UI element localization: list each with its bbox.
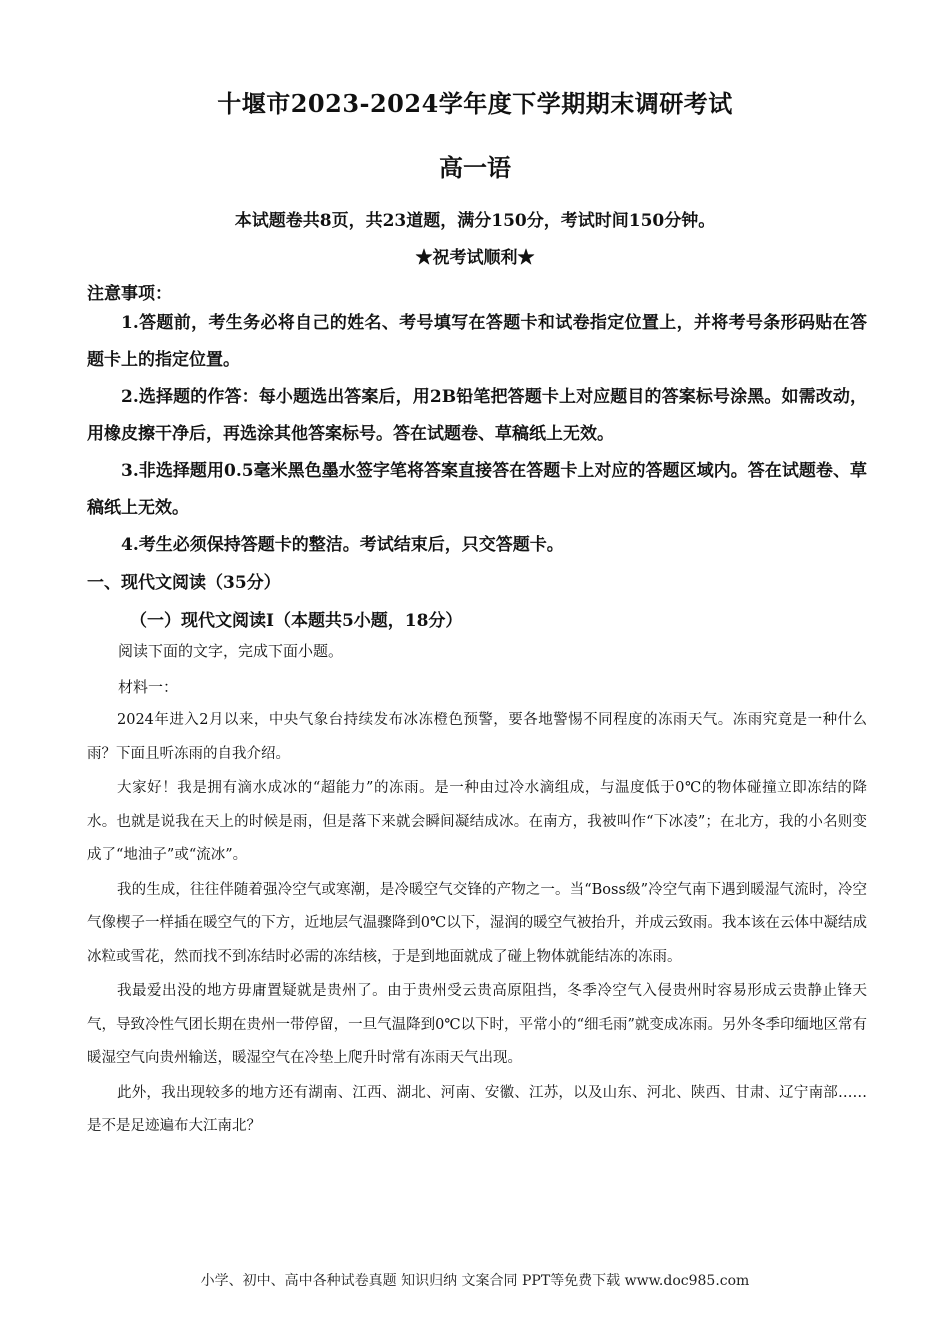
passage-paragraph: 我的生成，往往伴随着强冷空气或寒潮，是冷暖空气交锋的产物之一。当“Boss级”冷空气南下遇到暖湿气流时，冷空气像楔子一样插在暖空气的下方，近地层气温骤降到0℃以下，湿润的暖空气被抬升，并成云致雨。我本该在云体中凝结成冰粒或雪花，然而找不到冻结时必需的冻结核，于是到地面就成了碰上物体就能结冻的冻雨。 — [87, 881, 867, 965]
notes-list — [87, 305, 867, 564]
material-label: 材料一： — [118, 678, 179, 696]
passage-paragraph: 2024年进入2月以来，中央气象台持续发布冰冻橙色预警，要各地警惕不同程度的冻雨天气。冻雨究竟是一种什么雨？下面且听冻雨的自我介绍。 — [87, 712, 867, 762]
page-title: 十堰市2023-2024学年度下学期期末调研考试 — [217, 89, 733, 118]
exam-info: 本试题卷共8页，共23道题，满分150分，考试时间150分钟。 — [234, 211, 716, 231]
subsection-heading: （一）现代文阅读Ⅰ（本题共5小题，18分） — [130, 611, 463, 631]
passage-paragraph: 我最爱出没的地方毋庸置疑就是贵州了。由于贵州受云贵高原阻挡，冬季冷空气入侵贵州时容易形成云贵静止锋天气，导致冷性气团长期在贵州一带停留，一旦气温降到0℃以下时，平常小的“细毛雨”就变成冻雨。另外冬季印缅地区常有暖湿空气向贵州输送，暖湿空气在冷垫上爬升时常有冻雨天气出现。 — [87, 983, 867, 1066]
notes-heading: 注意事项： — [87, 284, 172, 304]
page-footer: 小学、初中、高中各种试卷真题 知识归纳 文案合同 PPT等免费下载 www.doc985.com — [200, 1273, 750, 1289]
page-subtitle: 高一语 — [439, 153, 511, 182]
note-item: 4.考生必须保持答题卡的整洁。考试结束后，只交答题卡。 — [121, 535, 564, 555]
section-heading: 一、现代文阅读（35分） — [87, 573, 281, 593]
exam-wish: ★祝考试顺利★ — [415, 248, 535, 268]
passage-paragraph: 此外，我出现较多的地方还有湖南、江西、湖北、河南、安徽、江苏，以及山东、河北、陕西、甘肃、辽宁南部……是不是足迹遍布大江南北？ — [87, 1084, 867, 1134]
passage — [87, 704, 867, 1145]
passage-paragraph: 大家好！我是拥有滴水成冰的“超能力”的冻雨。是一种由过冷水滴组成，与温度低于0℃的物体碰撞立即冻结的降水。也就是说我在天上的时候是雨，但是落下来就会瞬间凝结成冰。在南方，我被叫作“下冰凌”；在北方，我的小名则变成了“地油子”或“流冰”。 — [87, 780, 867, 863]
note-item: 1.答题前，考生务必将自己的姓名、考号填写在答题卡和试卷指定位置上，并将考号条形码贴在答题卡上的指定位置。 — [87, 313, 867, 370]
note-item: 3.非选择题用0.5毫米黑色墨水签字笔将答案直接答在答题卡上对应的答题区域内。答在试题卷、草稿纸上无效。 — [87, 461, 867, 518]
reading-instruction: 阅读下面的文字，完成下面小题。 — [118, 642, 344, 660]
note-item: 2.选择题的作答：每小题选出答案后，用2B铅笔把答题卡上对应题目的答案标号涂黑。如需改动，用橡皮擦干净后，再选涂其他答案标号。答在试题卷、草稿纸上无效。 — [87, 387, 867, 444]
